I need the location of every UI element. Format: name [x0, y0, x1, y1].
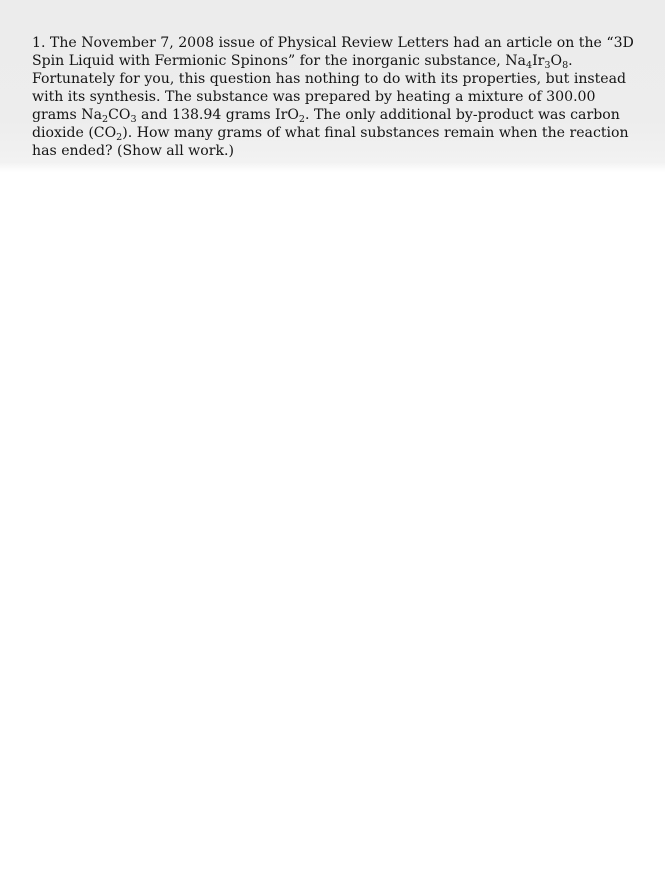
- text-run: with its synthesis. The substance was prepared by heating a mixture of 300.00: [32, 89, 596, 105]
- question-1-text: [32, 34, 632, 160]
- question-line: [32, 106, 632, 124]
- subscript-digit: 2: [116, 132, 123, 144]
- question-line: [32, 52, 632, 70]
- text-run: 1. The November 7, 2008 issue of Physical Review Letters had an article on the “3D: [32, 35, 634, 51]
- question-line: [32, 142, 632, 160]
- subscript-digit: 8: [562, 60, 569, 72]
- subscript-digit: 2: [101, 114, 109, 126]
- text-run: CO: [108, 107, 131, 123]
- subscript-digit: 3: [130, 114, 137, 126]
- text-run: .: [568, 53, 573, 69]
- subscript-digit: 3: [544, 60, 551, 72]
- subscript-digit: 4: [525, 60, 533, 72]
- text-run: Spin Liquid with Fermionic Spinons” for the inorganic substance, Na: [32, 53, 526, 69]
- question-line: [32, 34, 632, 52]
- text-run: grams Na: [32, 107, 102, 123]
- question-line: [32, 70, 632, 88]
- question-line: [32, 88, 632, 106]
- text-run: Fortunately for you, this question has nothing to do with its properties, but instead: [32, 71, 627, 87]
- subscript-digit: 2: [298, 114, 306, 126]
- text-run: ). How many grams of what final substances remain when the reaction: [122, 125, 629, 141]
- text-run: O: [550, 53, 563, 69]
- text-run: dioxide (CO: [32, 125, 117, 141]
- text-run: has ended? (Show all work.): [32, 143, 234, 159]
- text-run: and 138.94 grams IrO: [136, 107, 299, 123]
- text-run: Ir: [532, 53, 545, 69]
- text-run: . The only additional by-product was carbon: [305, 107, 620, 123]
- question-line: [32, 124, 632, 142]
